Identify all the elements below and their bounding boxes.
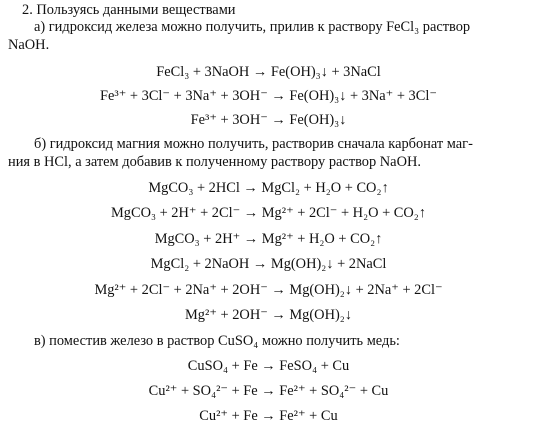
part-a-intro-line-2: NaOH.	[8, 37, 50, 53]
equation-b-4: MgCl₂ + 2NaOH → Mg(OH)₂↓ + 2NaCl	[150, 256, 387, 272]
equation-b-2: MgCO₃ + 2H⁺ + 2Cl⁻ → Mg²⁺ + 2Cl⁻ + H₂O + CO₂↑	[110, 205, 426, 221]
part-b-intro-line-2: ния в HCl, а затем добавив к полученному раствору раствор NaOH.	[8, 154, 421, 170]
equation-a-3: Fe³⁺ + 3OH⁻ → Fe(OH)₃↓	[190, 112, 347, 128]
equation-a-1: FeCl₃ + 3NaOH → Fe(OH)₃↓ + 3NaCl	[156, 64, 381, 80]
equation-b-5: Mg²⁺ + 2Cl⁻ + 2Na⁺ + 2OH⁻ → Mg(OH)₂↓ + 2Na⁺ + 2Cl⁻	[94, 282, 443, 298]
equation-c-2: Cu²⁺ + SO₄²⁻ + Fe → Fe²⁺ + SO₄²⁻ + Cu	[148, 383, 389, 399]
equation-c-1: CuSO₄ + Fe → FeSO₄ + Cu	[187, 358, 350, 374]
equation-b-6: Mg²⁺ + 2OH⁻ → Mg(OH)₂↓	[185, 307, 352, 323]
part-a-intro-line-1: а) гидроксид железа можно получить, прилив к раствору FeCl₃ раствор	[34, 19, 471, 35]
equation-b-1: MgCO₃ + 2HCl → MgCl₂ + H₂O + CO₂↑	[148, 180, 389, 196]
part-c-intro: в) поместив железо в раствор CuSO₄ можно получить медь:	[34, 333, 400, 349]
heading: 2. Пользуясь данными веществами	[22, 2, 236, 18]
part-b-intro-line-1: б) гидроксид магния можно получить, растворив сначала карбонат маг-	[34, 136, 473, 152]
equation-a-2: Fe³⁺ + 3Cl⁻ + 3Na⁺ + 3OH⁻ → Fe(OH)₃↓ + 3Na⁺ + 3Cl⁻	[100, 88, 437, 104]
equation-c-3: Cu²⁺ + Fe → Fe²⁺ + Cu	[199, 408, 338, 424]
equation-b-3: MgCO₃ + 2H⁺ → Mg²⁺ + H₂O + CO₂↑	[154, 231, 383, 247]
